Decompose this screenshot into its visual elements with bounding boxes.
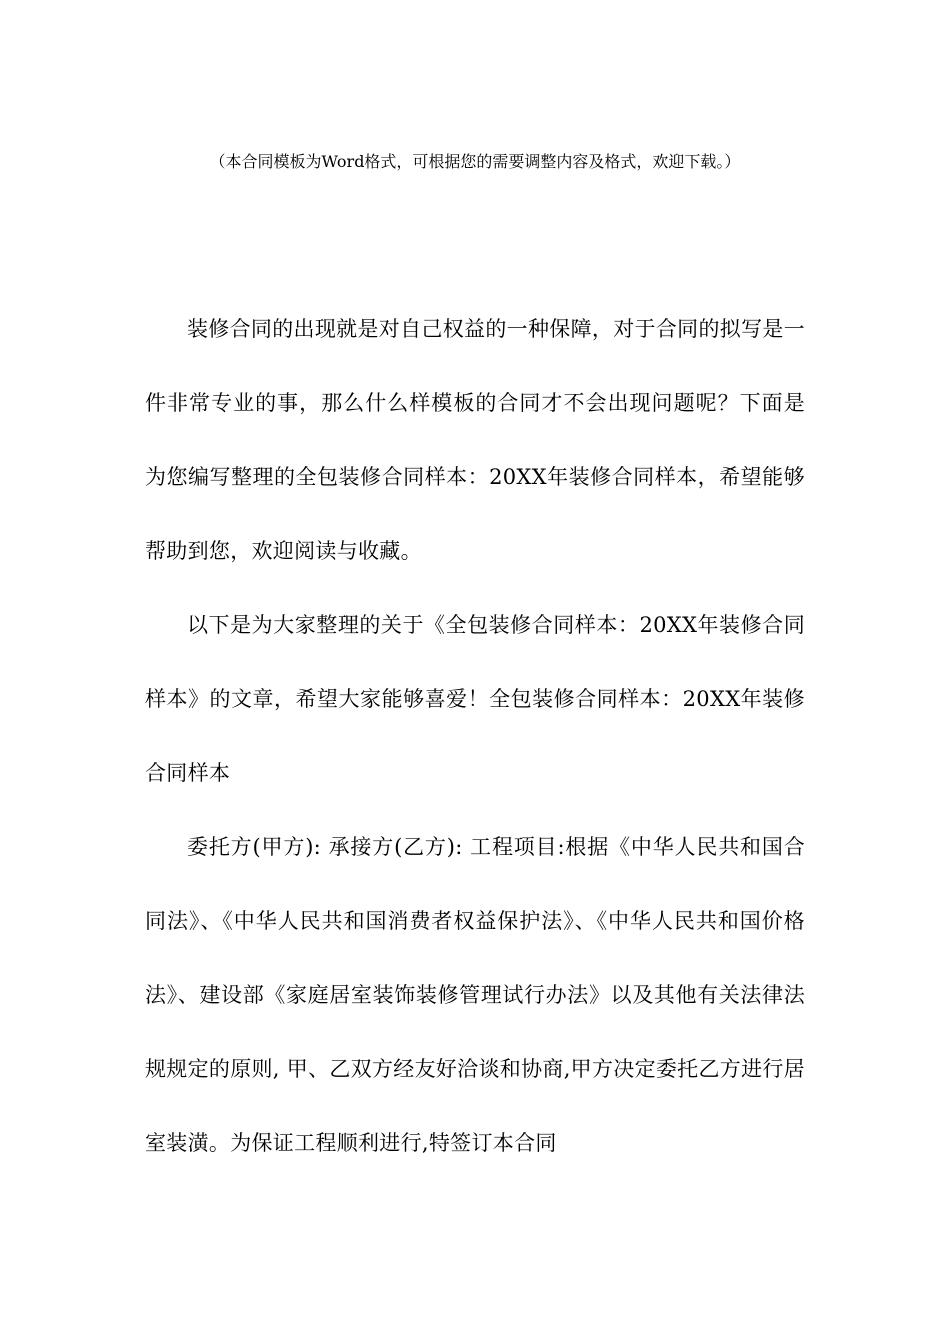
- template-note: （本合同模板为Word格式，可根据您的需要调整内容及格式，欢迎下载。）: [209, 152, 741, 171]
- paragraph-intro: 装修合同的出现就是对自己权益的一种保障，对于合同的拟写是一件非常专业的事，那么什么样模板的合同才不会出现问题呢？下面是为您编写整理的全包装修合同样本：20XX年装修合同样本，希望能够帮助到您，欢迎阅读与收藏。: [145, 317, 805, 563]
- paragraph-contract-preamble: 委托方(甲方): 承接方(乙方): 工程项目:根据《中华人民共和国合同法》、《中华人民共和国消费者权益保护法》、《中华人民共和国价格法》、建设部《家庭居室装饰装修管理试行办法》以及其他有关法律法规规定的原则, 甲、乙双方经友好洽谈和协商,甲方决定委托乙方进行居室装潢。为保证工程顺利进行,特签订本合同: [145, 835, 805, 1155]
- paragraph-article-title: 以下是为大家整理的关于《全包装修合同样本：20XX年装修合同样本》的文章，希望大家能够喜爱！全包装修合同样本：20XX年装修合同样本: [145, 613, 805, 785]
- document-body: [145, 292, 805, 1180]
